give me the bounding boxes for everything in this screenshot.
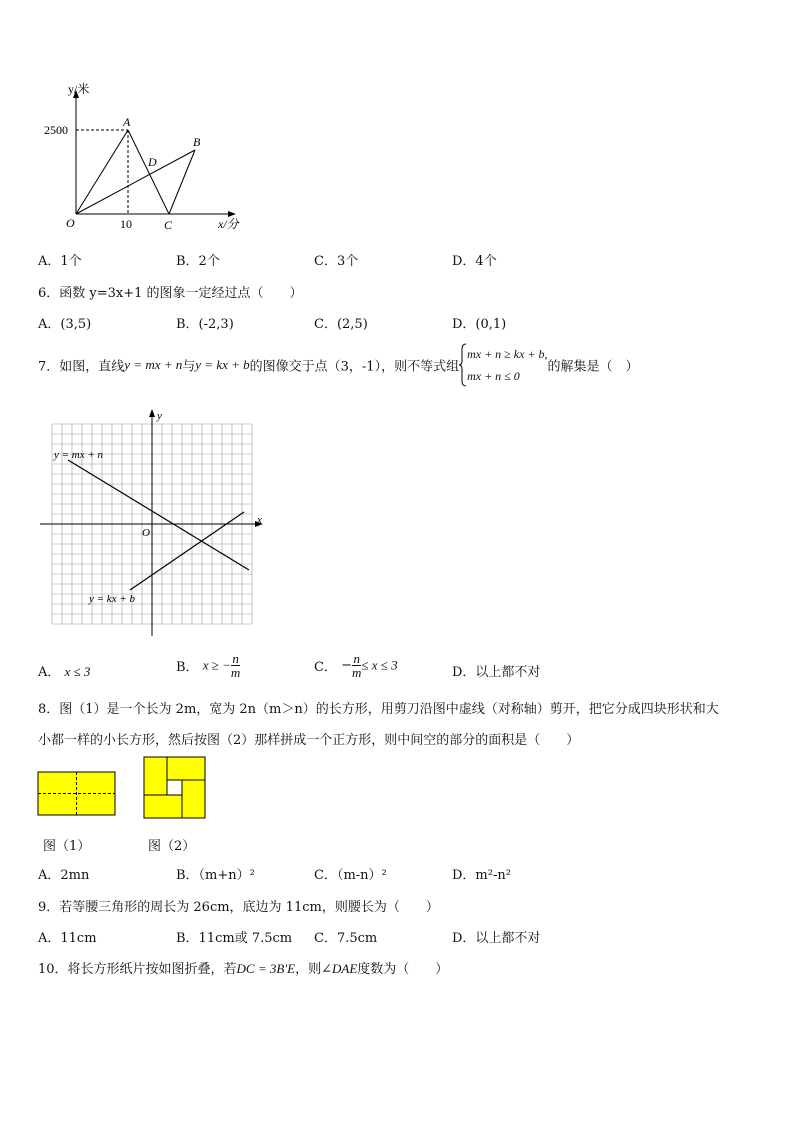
q7-y-label: y [157, 410, 162, 422]
point-b-label: B [193, 135, 201, 149]
q7-option-d: D．以上都不对 [452, 665, 541, 680]
q7-mid2: 的图像交于点（3，-1），则不等式组 [249, 359, 460, 375]
q8-option-a: A．2mn [38, 868, 90, 883]
q7-line1: y = mx + n [124, 357, 183, 372]
q6-option-b: B．(-2,3) [176, 317, 234, 332]
q9-option-b: B．11cm或 7.5cm [176, 931, 293, 946]
point-c-label: C [164, 218, 173, 232]
q7-option-c: C． − $\frac{n}{m}$ ≤ x ≤ 3 [314, 651, 398, 680]
q8-figure-1-rectangle [37, 771, 117, 817]
q7-stem [38, 343, 639, 387]
q10-suffix: 度数为（ ） [357, 962, 449, 977]
q10-prefix: 10．将长方形纸片按如图折叠，若 [38, 962, 237, 977]
distance-time-graph [36, 80, 256, 240]
q7-prefix: 7．如图，直线 [38, 359, 125, 375]
q7-sys-row2: mx + n ≤ 0 [467, 369, 520, 383]
q7-option-b: B． x ≥ − $\frac{n}{m}$ [176, 651, 241, 680]
x-tick-10: 10 [120, 217, 132, 231]
q7-inequality-system [459, 343, 547, 387]
q5-option-b: B．2个 [176, 254, 220, 269]
q7-line2-label: y = kx + b [89, 593, 135, 605]
q9-option-d: D．以上都不对 [452, 931, 541, 946]
q8-stem-line1: 8．图（1）是一个长为 2m，宽为 2n（m＞n）的长方形，用剪刀沿图中虚线（对称轴）剪开，把它分成四块形状和大 [38, 702, 719, 717]
q6-stem: 6．函数 y=3x+1 的图象一定经过点（ ） [38, 286, 303, 301]
q10-stem [38, 958, 448, 977]
segment-oa [76, 130, 128, 214]
q10-math: DC = 3B′E [236, 961, 296, 976]
point-d-label: D [148, 155, 157, 169]
q7-line2: y = kx + b [195, 357, 250, 372]
q5-option-c: C．3个 [314, 254, 359, 269]
q6-option-a: A．(3,5) [38, 317, 92, 332]
point-a-label: A [123, 115, 131, 129]
q9-stem: 9．若等腰三角形的周长为 26cm，底边为 11cm，则腰长为（ ） [38, 900, 439, 915]
y-tick-2500: 2500 [44, 123, 68, 137]
q6-option-d: D．(0,1) [452, 317, 507, 332]
q8-figure-2-square [143, 756, 207, 820]
q5-option-a: A．1个 [38, 254, 82, 269]
q8-figure-1-label: 图（1） [43, 839, 91, 854]
q7-line1-label: y = mx + n [54, 449, 104, 461]
q7-sys-row1: mx + n ≥ kx + b, [467, 347, 548, 361]
y-axis-label: y/米 [68, 82, 90, 96]
q9-option-c: C．7.5cm [314, 931, 378, 946]
q5-option-d: D．4个 [452, 254, 497, 269]
q7-x-label: x [257, 514, 262, 526]
segment-ac [128, 130, 169, 214]
q8-option-d: D．m²-n² [452, 868, 511, 883]
q8-figure-2-label: 图（2） [148, 839, 196, 854]
segment-ob [76, 150, 195, 214]
q7-option-a: A． x ≤ 3 [38, 664, 91, 680]
q7-y-axis-arrow [149, 409, 155, 417]
q8-stem-line2: 小都一样的小长方形，然后按图（2）那样拼成一个正方形，则中间空的部分的面积是（ ） [38, 733, 580, 748]
q7-b-fraction: $\frac{n}{m}$ [230, 651, 241, 680]
q8-option-c: C．（m-n）² [314, 868, 387, 883]
q7-suffix: 的解集是（ ） [547, 359, 639, 375]
q7-grid-graph [38, 408, 270, 640]
q8-option-b: B．（m+n）² [176, 868, 255, 883]
q10-angle: ∠DAE [321, 961, 358, 976]
q7-origin-label: O [142, 527, 150, 539]
segment-cb [169, 150, 195, 214]
q10-mid: ，则 [295, 962, 322, 977]
x-axis-label: x/分 [218, 217, 239, 231]
q7-mid1: 与 [182, 359, 196, 375]
q7-c-fraction: $\frac{n}{m}$ [352, 651, 362, 680]
q6-option-c: C．(2,5) [314, 317, 368, 332]
origin-label: O [66, 216, 75, 230]
q9-option-a: A．11cm [38, 931, 97, 946]
